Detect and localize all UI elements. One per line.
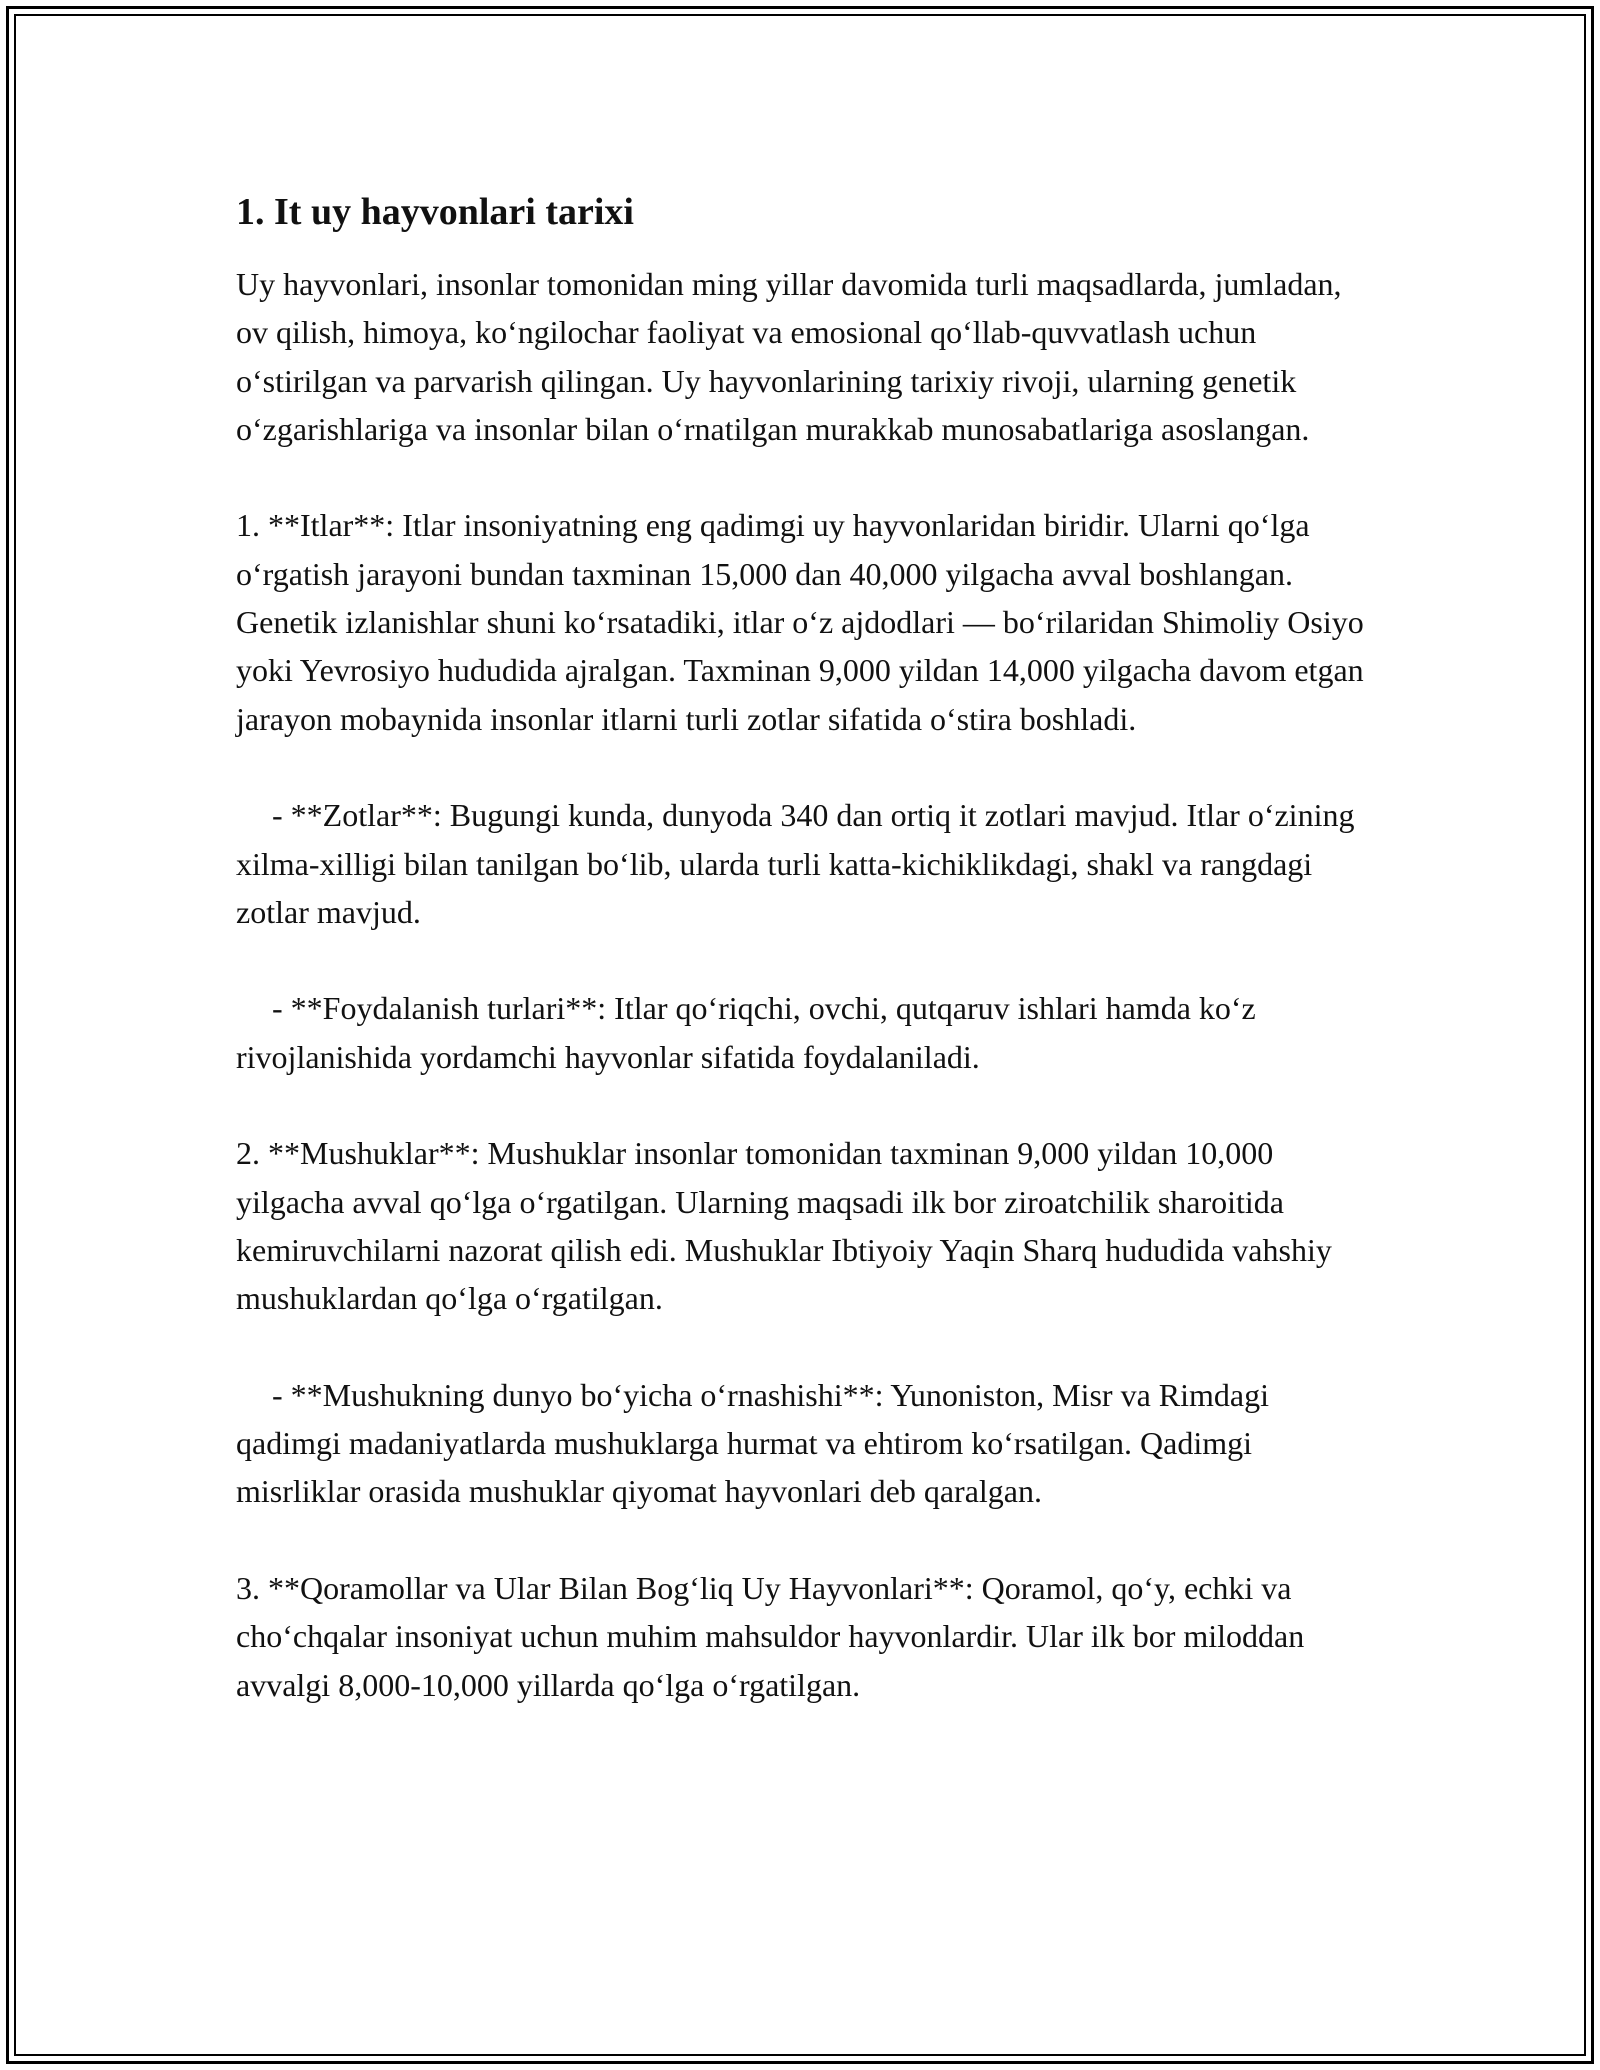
document-title: 1. It uy hayvonlari tarixi	[236, 191, 634, 233]
paragraph-dog-uses: - **Foydalanish turlari**: Itlar qoʻriqchi, ovchi, qutqaruv ishlari hamda koʻz rivojlanishida yordamchi hayvonlar sifatida foydalaniladi.	[236, 990, 1256, 1075]
paragraph-intro: Uy hayvonlari, insonlar tomonidan ming yillar davomida turli maqsadlarda, jumladan, ov qilish, himoya, koʻngilochar faoliyat va emosional qoʻllab-quvvatlash uchun oʻstirilgan va parvarish qilingan. Uy hayvonlarining tarixiy rivoji, ularning genetik oʻzgarishlariga va insonlar bilan oʻrnatilgan murakkab munosabatlariga asoslangan.	[236, 266, 1342, 447]
paragraph-dogs: 1. **Itlar**: Itlar insoniyatning eng qadimgi uy hayvonlaridan biridir. Ularni qoʻlga oʻrgatish jarayoni bundan taxminan 15,000 dan 40,000 yilgacha avval boshlangan. Genetik izlanishlar shuni koʻrsatadiki, itlar oʻz ajdodlari — boʻrilaridan Shimoliy Osiyo yoki Yevrosiyo hududida ajralgan. Taxminan 9,000 yildan 14,000 yilgacha davom etgan jarayon mobaynida insonlar itlarni turli zotlar sifatida oʻstira boshladi.	[236, 507, 1364, 737]
document-page	[236, 186, 1376, 1757]
paragraph-dog-breeds: - **Zotlar**: Bugungi kunda, dunyoda 340 dan ortiq it zotlari mavjud. Itlar oʻzining xilma-xilligi bilan tanilgan boʻlib, ularda turli katta-kichiklikdagi, shakl va rangdagi zotlar mavjud.	[236, 797, 1355, 930]
paragraph-cat-spread: - **Mushukning dunyo boʻyicha oʻrnashishi**: Yunoniston, Misr va Rimdagi qadimgi madaniyatlarda mushuklarga hurmat va ehtirom koʻrsatilgan. Qadimgi misrliklar orasida mushuklar qiyomat hayvonlari deb qaralgan.	[236, 1376, 1269, 1510]
paragraph-cats: 2. **Mushuklar**: Mushuklar insonlar tomonidan taxminan 9,000 yildan 10,000 yilgacha avval qoʻlga oʻrgatilgan. Ularning maqsadi ilk bor ziroatchilik sharoitida kemiruvchilarni nazorat qilish edi. Mushuklar Ibtiyoiy Yaqin Sharq hududida vahshiy mushuklardan qoʻlga oʻrgatilgan.	[236, 1135, 1332, 1317]
paragraph-livestock: 3. **Qoramollar va Ular Bilan Bogʻliq Uy Hayvonlari**: Qoramol, qoʻy, echki va choʻchqalar insoniyat uchun muhim mahsuldor hayvonlardir. Ular ilk bor miloddan avvalgi 8,000-10,000 yillarda qoʻlga oʻrgatilgan.	[236, 1570, 1305, 1703]
